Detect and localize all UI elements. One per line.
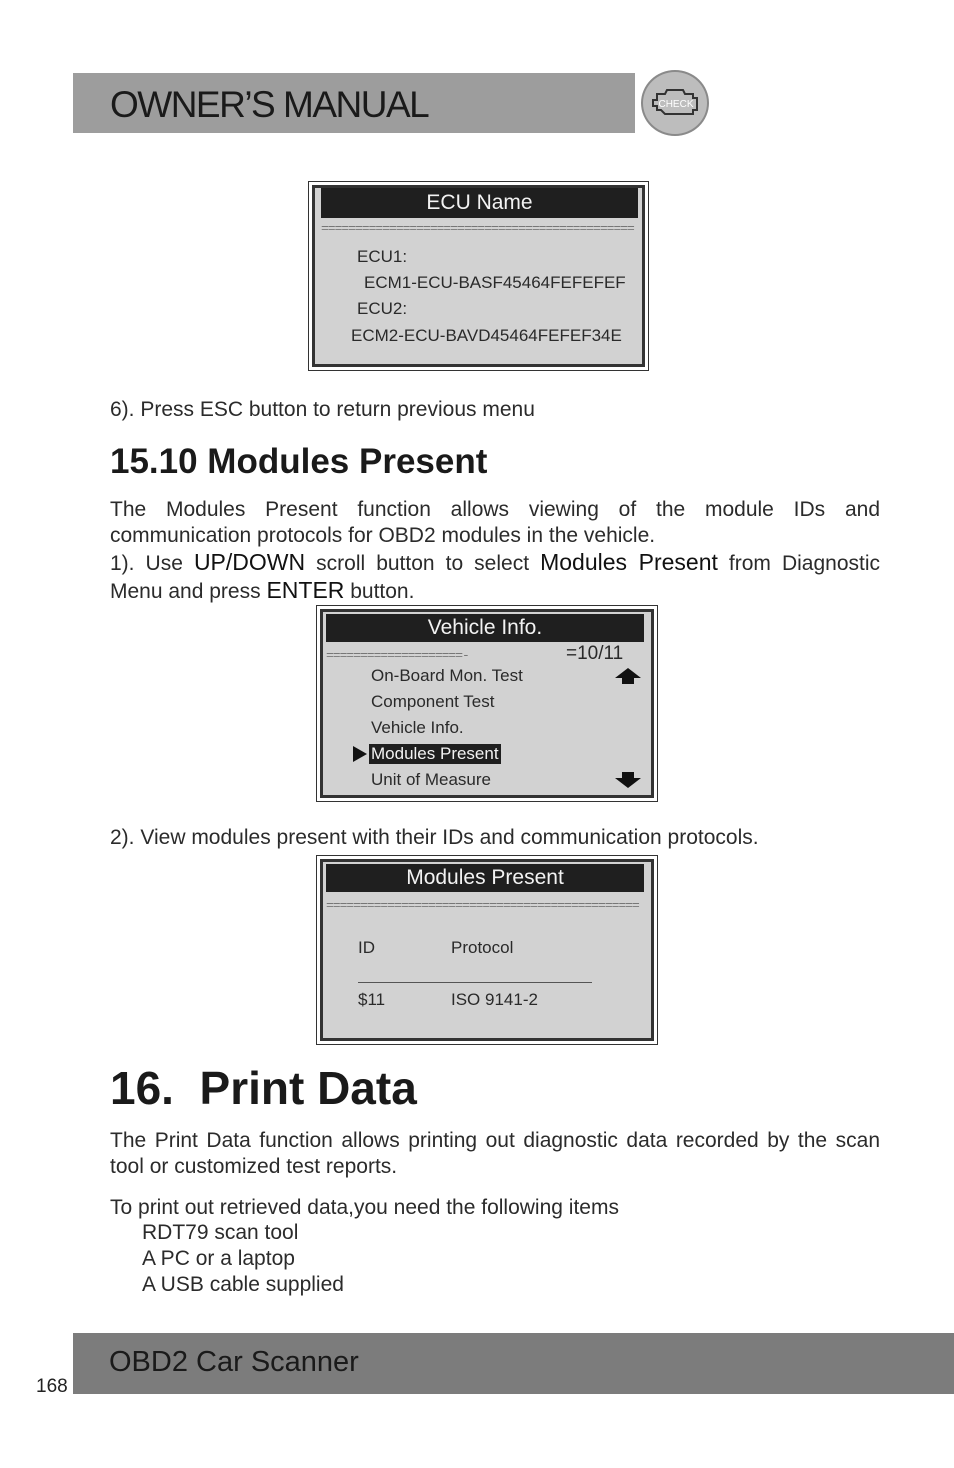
keyword-up-down: UP/DOWN <box>193 549 306 575</box>
step-2-text: 2). View modules present with their IDs and communication protocols. <box>110 826 759 849</box>
ecu-line: ECU1: <box>357 247 408 266</box>
manual-title: OWNER’S MANUAL <box>110 84 429 125</box>
vehicle-screen-title: Vehicle Info. <box>326 614 644 642</box>
step-1-text <box>110 549 880 605</box>
column-header-protocol: Protocol <box>451 938 514 957</box>
step-1-part-c: from Diagnostic Menu and press <box>110 552 881 603</box>
modules-screen-title: Modules Present <box>326 864 644 892</box>
table-divider <box>358 982 592 983</box>
list-item: A USB cable supplied <box>142 1273 344 1296</box>
step-1-part-b: scroll button to select <box>305 552 541 575</box>
section-heading-15-10: 15.10 Modules Present <box>110 442 488 481</box>
vehicle-screen-page-counter: =10/11 <box>566 643 624 664</box>
print-data-intro: The Print Data function allows printing out diagnostic data recorded by the scan tool or customized test reports. <box>110 1129 880 1178</box>
scroll-up-arrow-icon[interactable] <box>615 668 641 689</box>
modules-present-screen <box>316 855 658 1045</box>
module-protocol-value: ISO 9141-2 <box>451 990 538 1009</box>
column-header-id: ID <box>358 938 375 957</box>
scroll-down-arrow-icon[interactable] <box>615 772 641 793</box>
step-6-text: 6). Press ESC button to return previous menu <box>110 398 535 421</box>
list-item: RDT79 scan tool <box>142 1221 299 1244</box>
modules-screen-separator: ============================================== <box>326 898 639 913</box>
ecu-screen-title: ECU Name <box>321 188 638 218</box>
ecu-screen-separator: ============================================== <box>321 221 634 236</box>
step-1-part-a: 1). Use <box>110 552 194 575</box>
menu-item[interactable]: Component Test <box>371 692 495 711</box>
page-number: 168 <box>36 1376 68 1397</box>
footer-title: OBD2 Car Scanner <box>109 1346 359 1378</box>
print-data-need: To print out retrieved data,you need the following items <box>110 1196 619 1219</box>
modules-present-intro: The Modules Present function allows viewing of the module IDs and communication protocols for OBD2 modules in the vehicle. <box>110 498 880 547</box>
keyword-enter: ENTER <box>266 577 345 603</box>
check-badge-text: CHECK <box>658 99 694 110</box>
ecu-name-screen <box>308 181 649 371</box>
menu-item[interactable]: Modules Present <box>371 744 499 763</box>
ecu-line: ECU2: <box>357 299 408 318</box>
check-engine-icon <box>641 70 709 136</box>
keyword-modules-present: Modules Present <box>540 549 718 575</box>
section-heading-16: 16. Print Data <box>110 1062 417 1114</box>
ecu-line: ECM1-ECU-BASF45464FEFEFEF <box>364 273 626 292</box>
vehicle-info-screen <box>316 605 658 802</box>
menu-item[interactable]: Vehicle Info. <box>371 718 464 737</box>
module-id-value: $11 <box>358 990 386 1009</box>
ecu-line: ECM2-ECU-BAVD45464FEFEF34E <box>351 326 622 345</box>
list-item: A PC or a laptop <box>142 1247 295 1270</box>
vehicle-screen-separator: ====================- <box>326 648 469 663</box>
step-1-part-d: button. <box>344 580 415 603</box>
menu-item[interactable]: On-Board Mon. Test <box>371 666 523 685</box>
menu-item[interactable]: Unit of Measure <box>371 770 491 789</box>
menu-pointer-icon <box>353 746 367 767</box>
